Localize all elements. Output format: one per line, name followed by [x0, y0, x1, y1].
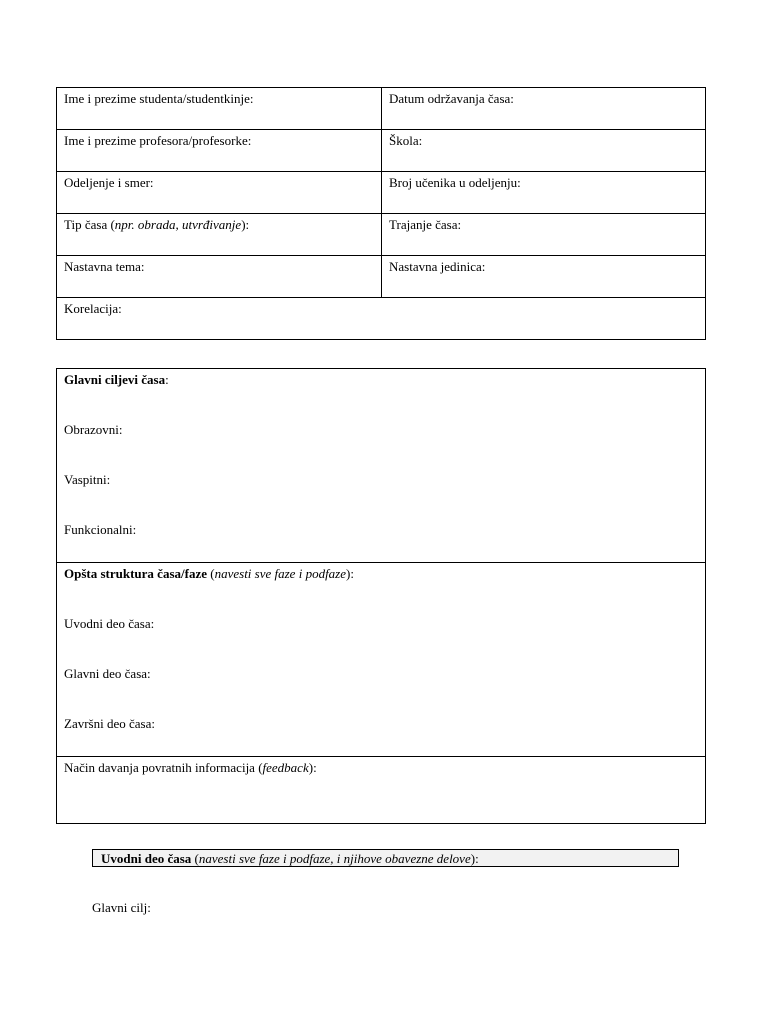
goals-heading-suffix: :: [165, 372, 169, 387]
table-row: [57, 172, 706, 214]
structure-heading-suffix: ):: [346, 566, 354, 581]
table-row: [57, 256, 706, 298]
class-date-label: Datum održavanja časa:: [389, 91, 514, 106]
lesson-plan-box: [56, 368, 706, 824]
student-name-label: Ime i prezime studenta/studentkinje:: [64, 91, 254, 106]
upbringing-goal-label: Vaspitni:: [64, 472, 111, 487]
class-type-field[interactable]: [57, 214, 382, 256]
student-count-label: Broj učenika u odeljenju:: [389, 175, 521, 190]
intro-heading-note: navesti sve faze i podfaze, i njihove obavezne delove: [198, 851, 471, 866]
intro-heading-prefix: (: [191, 851, 199, 866]
correlation-label: Korelacija:: [64, 301, 122, 316]
goals-heading: [64, 372, 698, 387]
class-and-track-label: Odeljenje i smer:: [64, 175, 154, 190]
main-part-label: Glavni deo časa:: [64, 666, 151, 681]
structure-heading-bold: Opšta struktura časa/faze: [64, 566, 207, 581]
table-row: [57, 298, 706, 340]
table-row: [57, 214, 706, 256]
structure-heading-prefix: (: [207, 566, 215, 581]
lesson-info-table: [56, 87, 706, 340]
school-field[interactable]: [382, 130, 706, 172]
professor-name-field[interactable]: [57, 130, 382, 172]
structure-section[interactable]: [57, 563, 705, 757]
intro-heading-suffix: ):: [470, 851, 479, 866]
intro-heading-bold: Uvodni deo časa: [101, 851, 192, 866]
teaching-topic-label: Nastavna tema:: [64, 259, 145, 274]
intro-section-heading: [92, 849, 679, 867]
student-count-field[interactable]: [382, 172, 706, 214]
class-type-label: [64, 217, 249, 232]
feedback-section[interactable]: [57, 757, 705, 823]
school-label: Škola:: [389, 133, 423, 148]
structure-heading: [64, 566, 698, 581]
main-goal-label: Glavni cilj:: [92, 900, 151, 915]
teaching-unit-field[interactable]: [382, 256, 706, 298]
feedback-prefix: Način davanja povratnih informacija (: [64, 760, 263, 775]
goals-heading-bold: Glavni ciljevi časa: [64, 372, 166, 387]
class-type-examples: npr. obrada, utvrđivanje: [114, 217, 242, 232]
feedback-suffix: ):: [308, 760, 317, 775]
intro-part-label: Uvodni deo časa:: [64, 616, 155, 631]
class-type-suffix: ):: [241, 217, 250, 232]
table-row: [57, 88, 706, 130]
class-date-field[interactable]: [382, 88, 706, 130]
feedback-term: feedback: [262, 760, 309, 775]
feedback-heading: [64, 760, 698, 775]
class-duration-field[interactable]: [382, 214, 706, 256]
goals-section[interactable]: [57, 369, 705, 563]
professor-name-label: Ime i prezime profesora/profesorke:: [64, 133, 252, 148]
structure-heading-note: navesti sve faze i podfaze: [214, 566, 347, 581]
functional-goal-label: Funkcionalni:: [64, 522, 137, 537]
class-and-track-field[interactable]: [57, 172, 382, 214]
class-type-prefix: Tip časa (: [64, 217, 115, 232]
educational-goal-label: Obrazovni:: [64, 422, 123, 437]
correlation-field[interactable]: [57, 298, 706, 340]
student-name-field[interactable]: [57, 88, 382, 130]
teaching-topic-field[interactable]: [57, 256, 382, 298]
class-duration-label: Trajanje časa:: [389, 217, 462, 232]
teaching-unit-label: Nastavna jedinica:: [389, 259, 486, 274]
table-row: [57, 130, 706, 172]
final-part-label: Završni deo časa:: [64, 716, 155, 731]
